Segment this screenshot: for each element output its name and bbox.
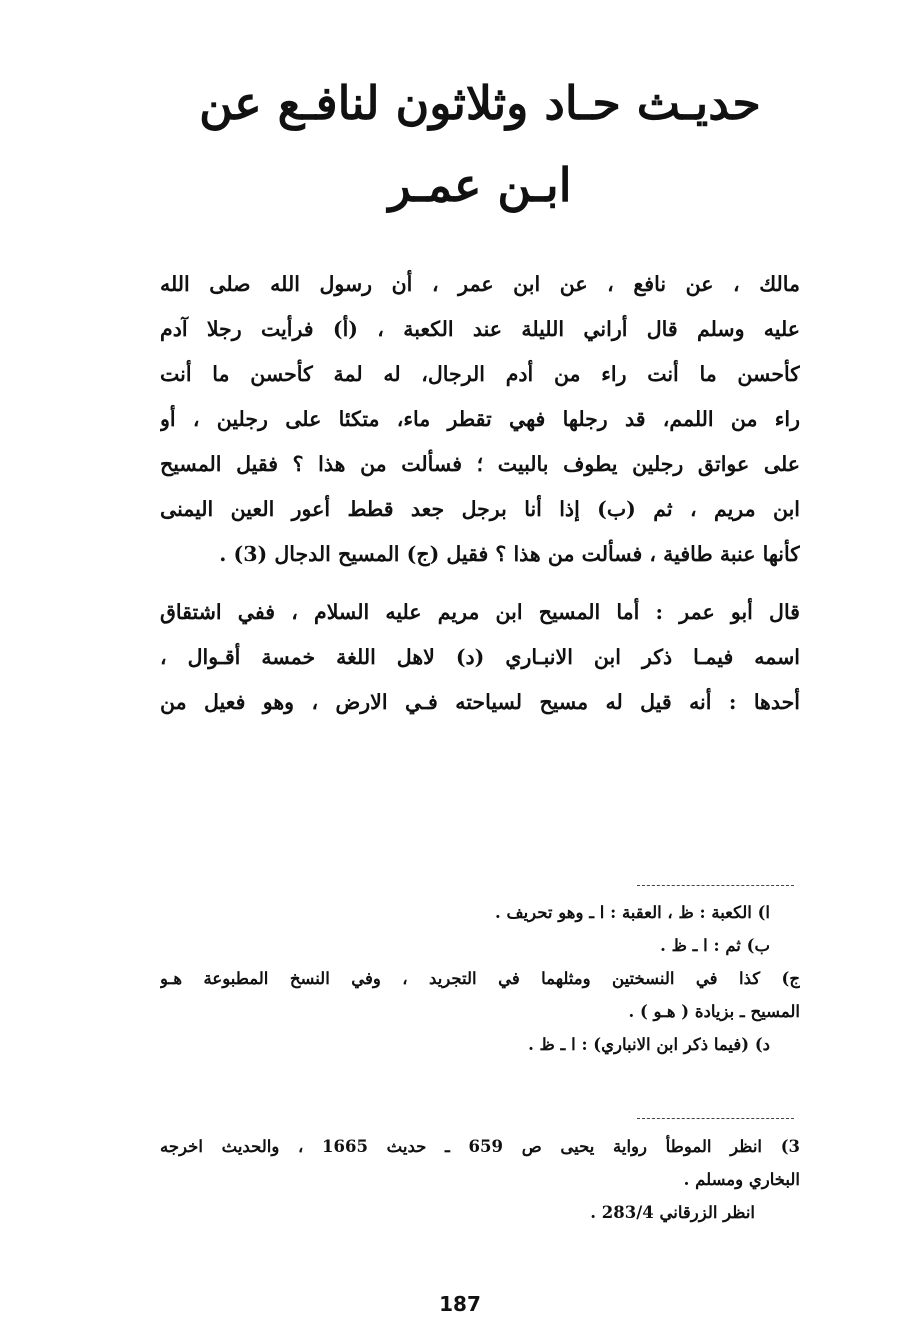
footnote-separator [637,885,794,886]
text-line: أحدها : أنه قيل له مسيح لسياحته فـي الارض ، وهو فعيل من [160,690,800,714]
footnote-separator [637,1118,794,1119]
footnote-line: ا) الكعبة : ظ ، العقبة : ا ـ وهو تحريف . [495,903,770,922]
footnote-line: د) (فيما ذكر ابن الانباري) : ا ـ ظ . [528,1035,770,1054]
footnote-line: ج) كذا في النسختين ومثلهما في التجريد ، وفي النسخ المطبوعة هـو [160,969,800,988]
text-line: على عواتق رجلين يطوف بالبيت ؛ فسألت من هذا ؟ فقيل المسيح [160,452,800,476]
source-footnotes [160,1130,800,1229]
footnote-line: المسيح ـ بزيادة ( هـو ) . [628,1002,800,1021]
text-line: قال أبو عمر : أما المسيح ابن مريم عليه السلام ، ففي اشتقاق [160,600,800,624]
footnote-line: 3) انظر الموطأ رواية يحيى ص 659 ـ حديث 1665 ، والحديث اخرجه [160,1137,800,1156]
chapter-heading-line-1: حديـث حـاد وثلاثون لنافـع عن [199,76,761,130]
commentary-paragraph [160,590,800,725]
footnote-line: البخاري ومسلم . [683,1170,800,1189]
page-number: 187 [439,1292,481,1316]
variant-footnotes [160,896,800,1061]
chapter-heading-line-2: ابـن عمـر [388,158,572,212]
text-line: عليه وسلم قال أراني الليلة عند الكعبة ، (أ) فرأيت رجلا آدم [160,317,800,341]
text-line: كأحسن ما أنت راء من أدم الرجال، له لمة كأحسن ما أنت [160,362,800,386]
text-line: مالك ، عن نافع ، عن ابن عمر ، أن رسول الله صلى الله [160,272,800,296]
text-line: ابن مريم ، ثم (ب) إذا أنا برجل جعد قطط أعور العين اليمنى [160,497,800,521]
hadith-paragraph [160,262,800,577]
footnote-line: ب) ثم : ا ـ ظ . [660,936,770,955]
text-line: كأنها عنبة طافية ، فسألت من هذا ؟ فقيل (ج) المسيح الدجال (3) . [219,542,800,566]
text-line: راء من اللمم، قد رجلها فهي تقطر ماء، متكئا على رجلين ، أو [160,407,800,431]
text-line: اسمه فيمـا ذكر ابن الانبـاري (د) لاهل اللغة خمسة أقـوال ، [160,645,800,669]
footnote-line: انظر الزرقاني 283/4 . [590,1203,755,1222]
